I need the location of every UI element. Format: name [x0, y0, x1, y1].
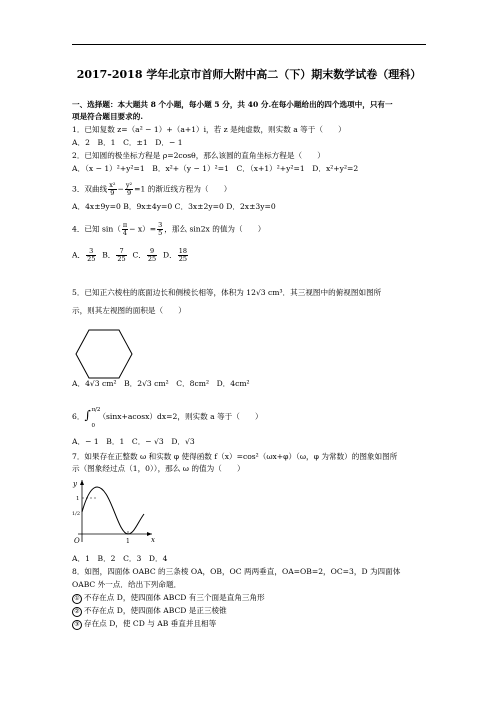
q3-options: A．4x±9y=0 B．9x±4y=0 C．3x±2y=0 D．2x±3y=0	[72, 202, 276, 211]
cos-graph-svg	[72, 476, 158, 546]
q4-fraction-angle	[122, 222, 128, 237]
q4-option-b-label: B．	[102, 250, 116, 260]
q6-integral	[84, 407, 101, 429]
section-heading-line2: 项是符合题目要求的.	[72, 112, 143, 121]
q6-stem	[72, 407, 263, 429]
graph-y-one-label: 1	[76, 496, 80, 502]
q5-options: A．4√3 cm² B．2√3 cm² C．8cm² D．4cm²	[72, 379, 250, 388]
q8-item-1	[72, 593, 265, 604]
q8-item-3	[72, 619, 216, 630]
q3-f2-num: y²	[125, 181, 133, 189]
q2-stem: 2．已知圆的极坐标方程是 ρ=2cosθ，那么该圆的直角坐标方程是（ ）	[72, 151, 325, 160]
graph-y-half-label: 1/2	[72, 511, 81, 517]
q4-mid: − x）=	[129, 224, 157, 234]
q5-stem-line2: 示，则其左视图的面积是（ ）	[72, 306, 186, 315]
q7-stem-line1: 7．如果存在正整数 ω 和实数 φ 使得函数 f（x）=cos²（ωx+φ）（ω，φ 为常数）的图象如图所	[72, 452, 398, 461]
q4-option-a	[86, 248, 96, 263]
item-2-text: 不存在点 D，使四面体 ABCD 是正三棱锥	[84, 606, 227, 615]
q4-value-den: 5	[158, 229, 163, 237]
q6-lower-limit: 0	[91, 423, 95, 429]
q4-c-den: 25	[147, 255, 157, 263]
q4-a-den: 25	[87, 255, 96, 263]
q4-value-num: 3	[158, 221, 163, 229]
q4-option-d-label: D．	[163, 250, 177, 260]
q4-option-c-label: C．	[132, 250, 146, 260]
section-heading-line1: 一、选择题：本大题共 8 个小题，每小题 5 分，共 40 分.在每小题给出的四个选项中，只有一	[72, 100, 393, 109]
graph-x-label: x	[151, 536, 155, 544]
item-1-text: 不存在点 D，使四面体 ABCD 有三个面是直角三角形	[84, 593, 265, 602]
q3-prefix: 3．双曲线	[72, 184, 108, 194]
q4-a-num: 3	[86, 248, 96, 256]
q4-angle-den: 4	[122, 229, 128, 237]
q4-stem	[72, 222, 265, 237]
q3-suffix: =1 的渐近线方程为（ ）	[134, 184, 232, 194]
q8-stem-line2: OABC 外一点．给出下列命题．	[72, 580, 182, 589]
q6-stem-text: （sinx+acosx）dx=2，则实数 a 等于（ ）	[98, 412, 263, 421]
graph-y-label: y	[73, 480, 77, 488]
q3-minus: −	[117, 184, 124, 194]
hexagon-outline	[76, 330, 132, 378]
item-3-marker: ③	[72, 620, 82, 630]
q4-option-c	[147, 248, 157, 263]
q4-option-a-label: A．	[72, 250, 86, 260]
cos-curve	[82, 487, 144, 534]
q4-fraction-value	[157, 222, 163, 237]
q2-options: A．（x − 1）²+y²=1 B．x²+（y − 1）²=1 C．（x+1）²+y²=1 D．x²+y²=2	[72, 164, 359, 173]
q4-d-num: 18	[178, 247, 187, 255]
q7-stem-line2: 示（图象经过点（1，0）），那么 ω 的值为（ ）	[72, 464, 245, 473]
item-2-marker: ②	[72, 607, 82, 617]
q5-stem-line1: 5．已知正六棱柱的底面边长和侧棱长相等，体积为 12√3 cm³．其三视图中的俯视图如图所	[72, 288, 382, 297]
q3-f1-num: x²	[109, 181, 116, 189]
q4-prefix: 4．已知 sin（	[72, 224, 121, 234]
q4-option-d	[178, 248, 188, 263]
q4-angle-num: π	[122, 221, 128, 229]
q4-b-num: 7	[116, 248, 126, 256]
graph-x-one-label: 1	[126, 538, 130, 545]
q4-options	[72, 248, 189, 263]
q1-options: A．2 B．1 C．±1 D．− 1	[72, 138, 183, 147]
q1-stem: 1．已知复数 z=（a² − 1）+（a+1）i，若 z 是纯虚数，则实数 a 等于（ ）	[72, 125, 346, 134]
q4-b-den: 25	[117, 255, 126, 263]
q4-c-num: 9	[147, 248, 157, 256]
q4-d-den: 25	[178, 255, 187, 263]
graph-origin-label: O	[74, 537, 80, 545]
item-3-text: 存在点 D，使 CD 与 AB 垂直并且相等	[84, 619, 217, 628]
hexagon-svg	[74, 328, 134, 380]
item-1-marker: ①	[72, 594, 82, 604]
y-axis-arrow	[80, 480, 84, 485]
q3-f2-den: 9	[126, 189, 132, 197]
q4-option-b	[116, 248, 126, 263]
exam-title: 2017-2018 学年北京市首师大附中高二（下）期末数学试卷（理科）	[76, 68, 422, 81]
q3-fraction-1	[108, 182, 116, 197]
q6-prefix: 6．	[72, 412, 85, 421]
q3-fraction-2	[125, 182, 133, 197]
q6-upper-limit: π/2	[91, 407, 101, 413]
cos-graph-figure	[72, 476, 158, 546]
hexagon-figure	[74, 328, 134, 380]
integral-sign: ∫	[84, 408, 91, 422]
q7-options: A．1 B．2 C．3 D．4	[72, 554, 168, 563]
q4-suffix: ，那么 sin2x 的值为（ ）	[164, 224, 266, 234]
q3-stem	[72, 182, 231, 197]
q3-f1-den: 9	[110, 189, 115, 197]
header-rule	[72, 44, 426, 45]
q8-item-2	[72, 606, 227, 617]
q6-options: A．− 1 B．1 C．− √3 D．√3	[72, 437, 195, 446]
q8-stem-line1: 8．如图，四面体 OABC 的三条棱 OA，OB，OC 两两垂直，OA=OB=2，OC=3，D 为四面体	[72, 567, 401, 576]
